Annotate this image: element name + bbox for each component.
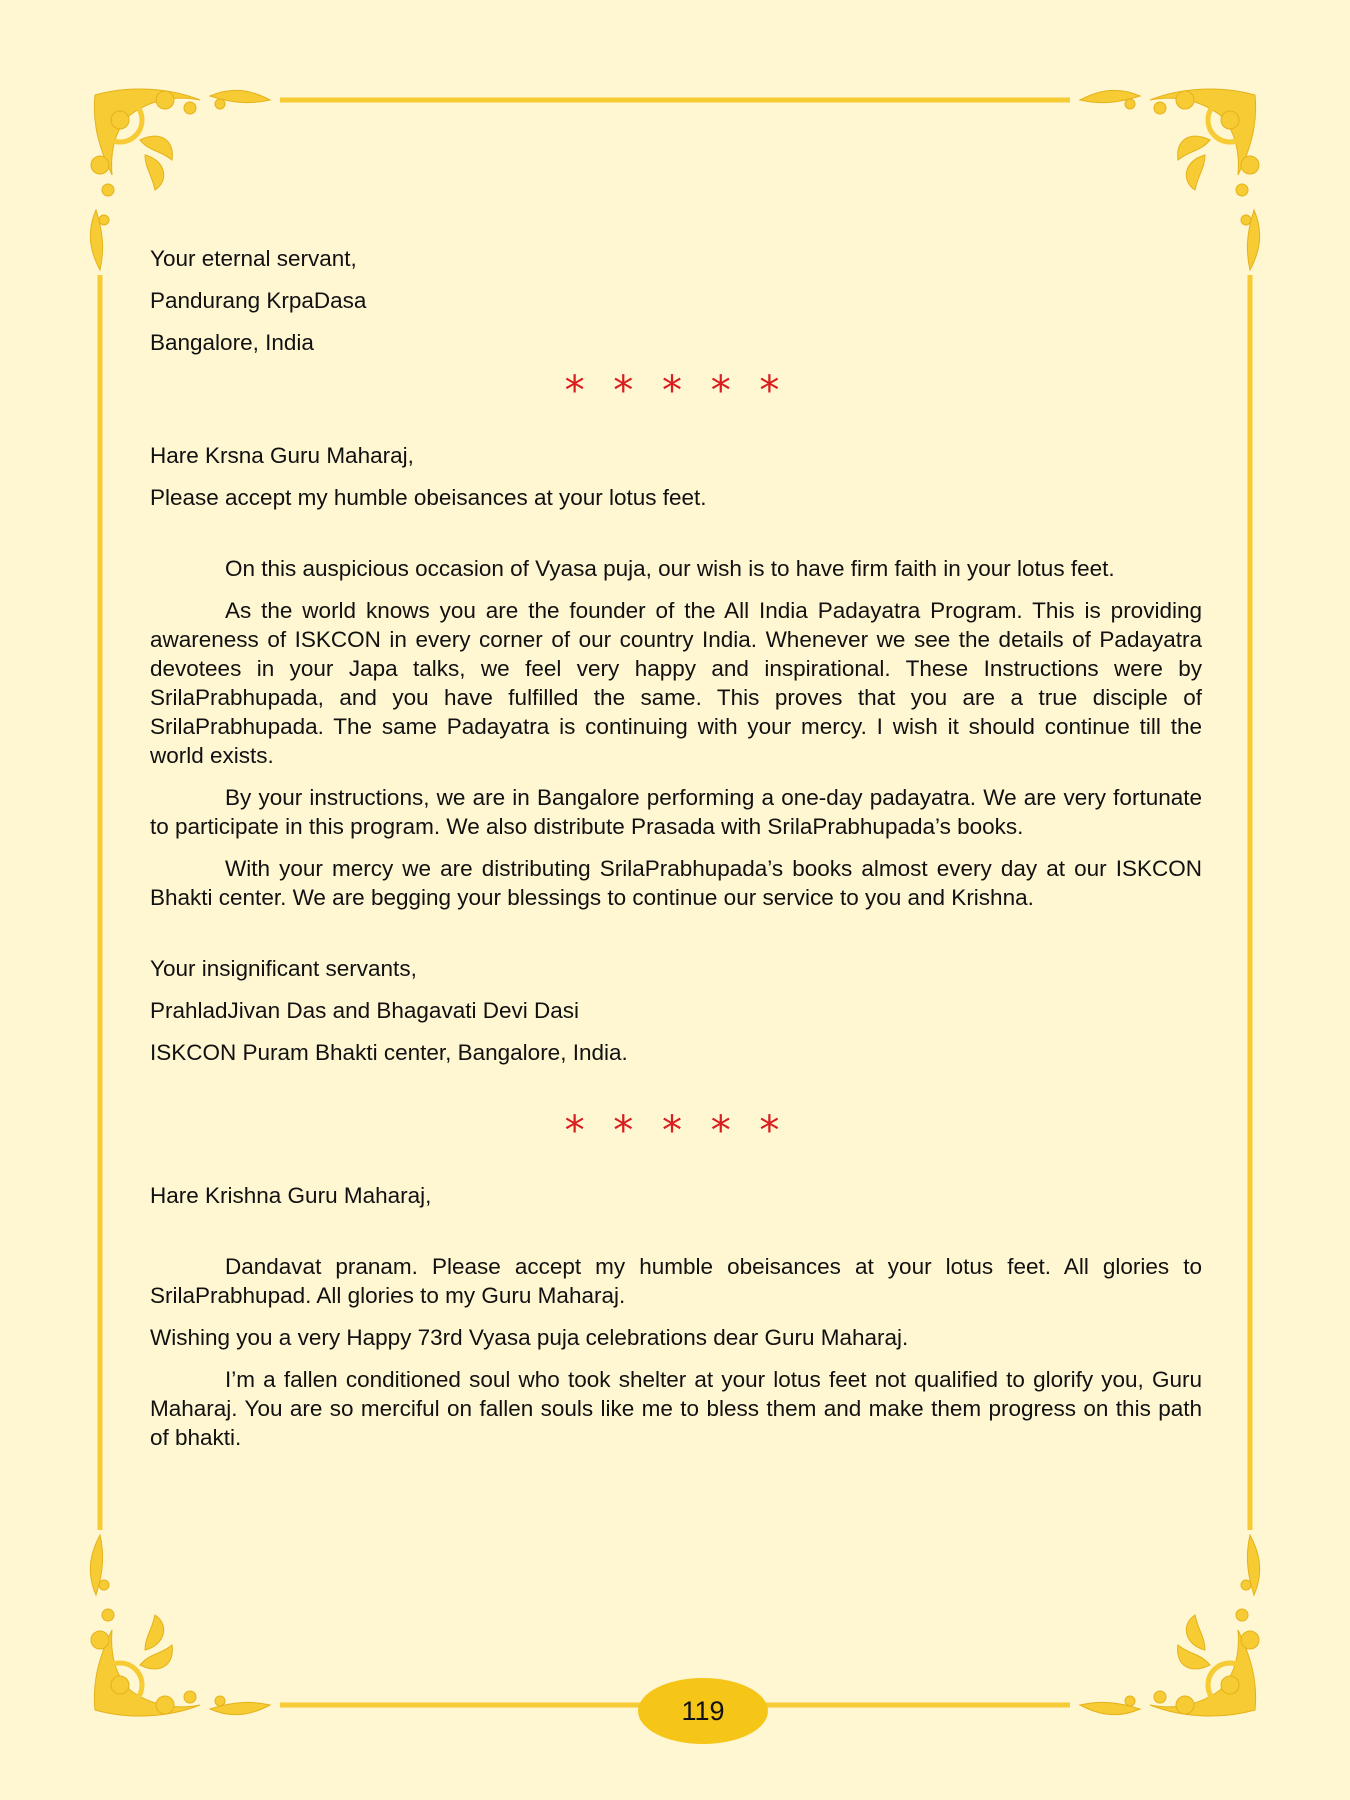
letter3-paragraph: Dandavat pranam. Please accept my humble obeisances at your lotus feet. All glories to SrilaPrabhupad. All glories to my Guru Maharaj. xyxy=(150,1254,1202,1308)
separator-stars: * * * * * xyxy=(564,1108,788,1154)
letter2-location: ISKCON Puram Bhakti center, Bangalore, India. xyxy=(150,1040,628,1065)
letter2-paragraph: As the world knows you are the founder of the All India Padayatra Program. This is providing awareness of ISKCON in every corner of our country India. Whenever we see the details of Padayatra devotees in your Japa talks, we feel very happy and inspirational. These Instructions were by SrilaPrabhupada, and you have fulfilled the same. This proves that you are a true disciple of SrilaPrabhupada. The same Padayatra is continuing with your mercy. I wish it should continue till the world exists. xyxy=(150,598,1202,768)
letter1-valediction: Your eternal servant, xyxy=(150,246,357,271)
page-number: 119 xyxy=(681,1695,725,1726)
letter1-location: Bangalore, India xyxy=(150,330,314,355)
letter3-wish: Wishing you a very Happy 73rd Vyasa puja celebrations dear Guru Maharaj. xyxy=(150,1325,909,1350)
page-number-badge xyxy=(638,1678,768,1744)
letter2-greeting: Hare Krsna Guru Maharaj, xyxy=(150,443,414,468)
letter2-valediction: Your insignificant servants, xyxy=(150,956,417,981)
letter3-paragraph: I’m a fallen conditioned soul who took shelter at your lotus feet not qualified to glorify you, Guru Maharaj. You are so merciful on fallen souls like me to bless them and make them progress on this path of bhakti. xyxy=(150,1367,1202,1450)
letter2-signature-names: PrahladJivan Das and Bhagavati Devi Dasi xyxy=(150,998,579,1023)
page-content xyxy=(150,244,1202,1465)
letter3-greeting: Hare Krishna Guru Maharaj, xyxy=(150,1183,432,1208)
letter2-paragraph: On this auspicious occasion of Vyasa puja, our wish is to have firm faith in your lotus feet. xyxy=(225,556,1115,581)
separator-stars: * * * * * xyxy=(564,368,788,414)
letter2-obeisances: Please accept my humble obeisances at your lotus feet. xyxy=(150,485,707,510)
letter1-signature-name: Pandurang KrpaDasa xyxy=(150,288,367,313)
letter2-paragraph: By your instructions, we are in Bangalore performing a one-day padayatra. We are very fortunate to participate in this program. We also distribute Prasada with SrilaPrabhupada’s books. xyxy=(150,785,1202,839)
letter2-paragraph: With your mercy we are distributing SrilaPrabhupada’s books almost every day at our ISKCON Bhakti center. We are begging your blessings to continue our service to you and Krishna. xyxy=(150,856,1202,910)
